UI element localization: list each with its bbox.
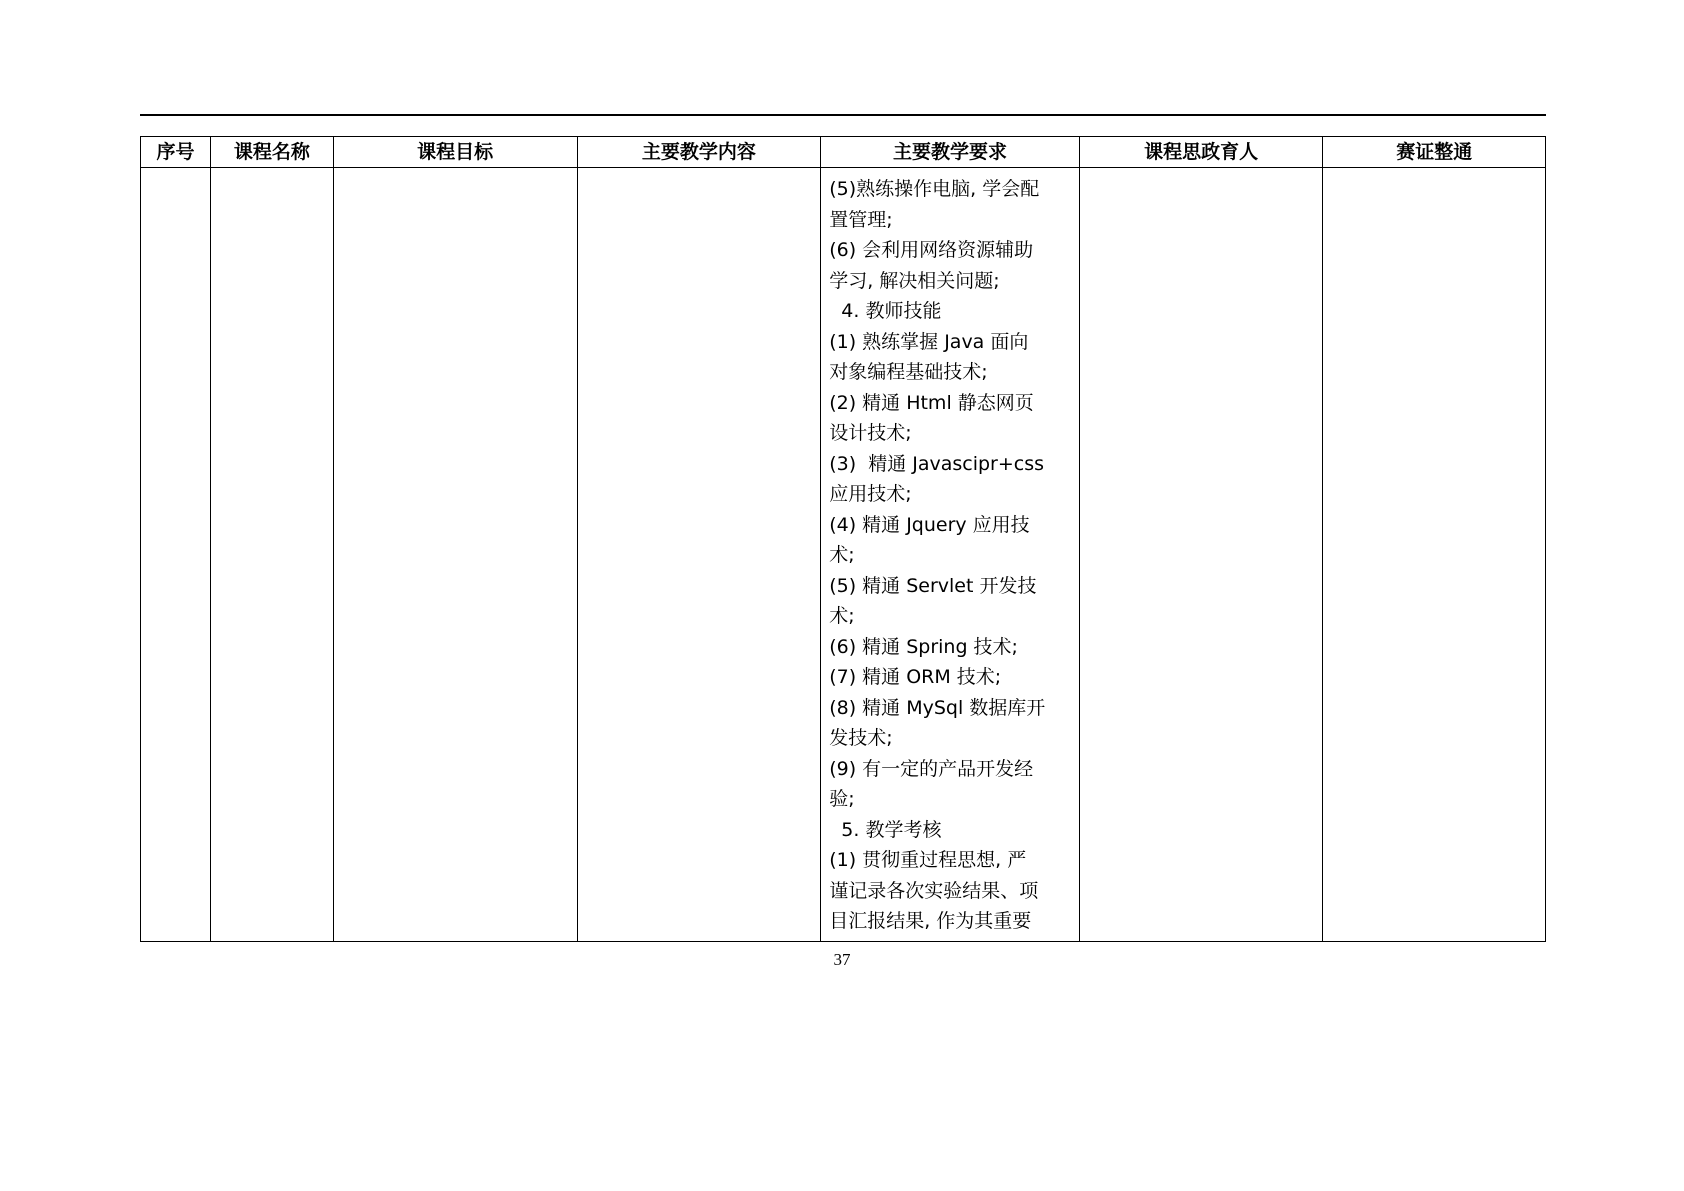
requirement-line: 4. 教师技能: [829, 300, 942, 322]
requirement-line: (6) 会利用网络资源辅助: [829, 239, 1034, 261]
cell-ideology: [1079, 168, 1323, 942]
column-header-match: 赛证整通: [1323, 137, 1546, 168]
requirement-line: (2) 精通 Html 静态网页: [829, 391, 1034, 414]
requirement-line: (1) 贯彻重过程思想, 严: [829, 849, 1027, 871]
requirement-line: (7) 精通 ORM 技术;: [829, 666, 1002, 688]
requirement-line: (5) 精通 Servlet 开发技: [829, 574, 1037, 597]
column-header-course-goal: 课程目标: [333, 137, 577, 168]
requirement-line: 验;: [829, 788, 855, 810]
cell-course-goal: [333, 168, 577, 942]
cell-seq: [141, 168, 211, 942]
requirement-line: 置管理;: [829, 208, 893, 231]
requirement-line: 术;: [829, 605, 855, 627]
requirement-line: (9) 有一定的产品开发经: [829, 757, 1034, 780]
cell-main-content: [577, 168, 821, 942]
cell-match: [1323, 168, 1546, 942]
column-header-ideology: 课程思政育人: [1079, 137, 1323, 168]
table-row: [141, 168, 1546, 942]
requirement-line: 发技术;: [829, 727, 893, 749]
page-number: 37: [833, 950, 851, 969]
requirements-text: [821, 168, 1079, 941]
requirement-line: 设计技术;: [829, 422, 912, 444]
cell-course-name: [210, 168, 333, 942]
cell-main-requirements: [821, 168, 1080, 942]
requirement-line: 学习, 解决相关问题;: [829, 269, 1000, 292]
column-header-course-name: 课程名称: [210, 137, 333, 168]
column-header-main-content: 主要教学内容: [577, 137, 821, 168]
requirement-line: (3) 精通 Javascipr+css: [829, 452, 1045, 475]
table-header-row: [141, 137, 1546, 168]
requirement-line: (6) 精通 Spring 技术;: [829, 635, 1018, 658]
requirement-line: (5)熟练操作电脑, 学会配: [829, 178, 1040, 200]
requirement-line: 对象编程基础技术;: [829, 361, 988, 383]
requirement-line: (1) 熟练掌握 Java 面向: [829, 330, 1029, 353]
course-syllabus-table: [140, 136, 1546, 942]
header-rule: [140, 114, 1546, 116]
requirement-line: 谨记录各次实验结果、项: [829, 879, 1039, 902]
requirement-line: (4) 精通 Jquery 应用技: [829, 513, 1030, 536]
requirement-line: 术;: [829, 544, 855, 566]
requirement-line: 目汇报结果, 作为其重要: [829, 910, 1032, 932]
column-header-seq: 序号: [141, 137, 211, 168]
requirement-line: (8) 精通 MySql 数据库开: [829, 696, 1046, 719]
requirement-line: 应用技术;: [829, 483, 912, 505]
requirement-line: 5. 教学考核: [829, 818, 942, 841]
column-header-main-requirements: 主要教学要求: [821, 137, 1080, 168]
